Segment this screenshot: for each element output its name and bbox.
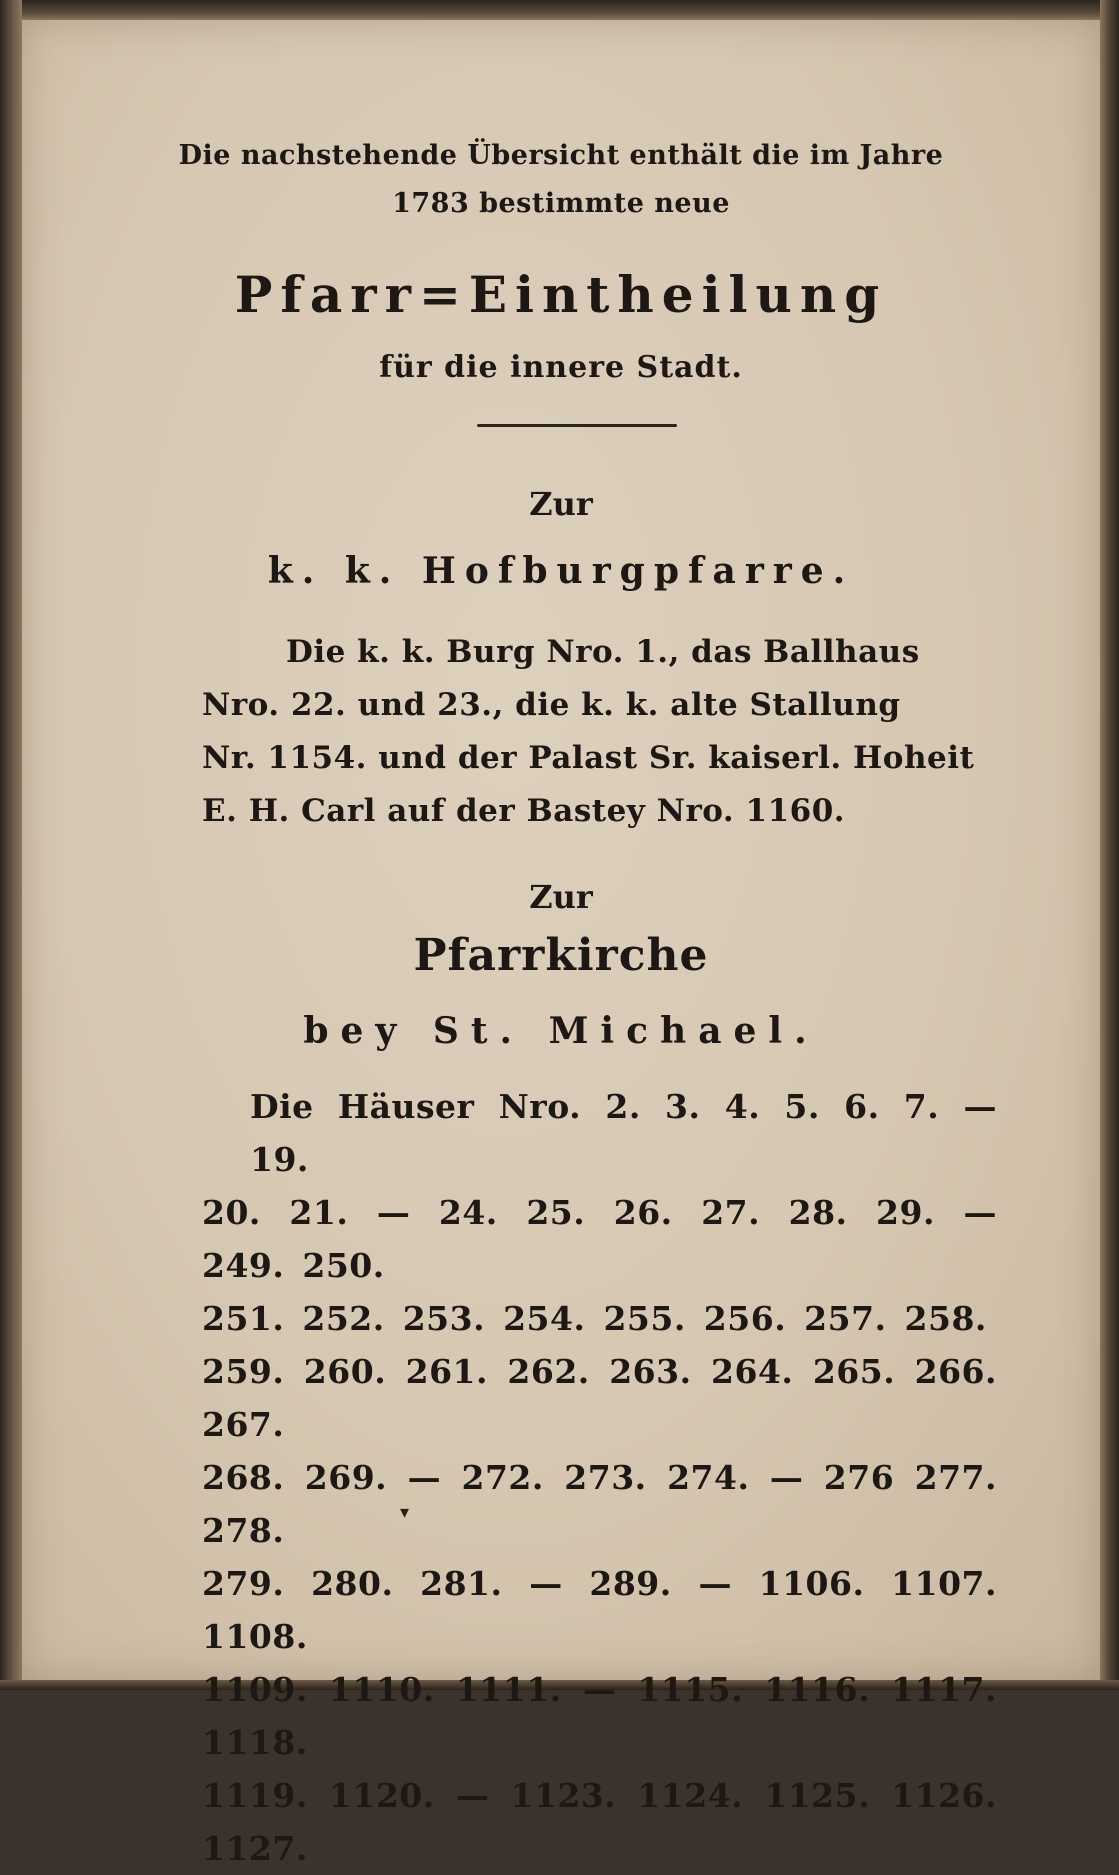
ink-dot-mark: ▾	[400, 1502, 409, 1523]
book-edge-top	[0, 0, 1119, 20]
section2-line-3: 251. 252. 253. 254. 255. 256. 257. 258.	[202, 1292, 997, 1345]
section2-line-4: 259. 260. 261. 262. 263. 264. 265. 266. 267.	[202, 1345, 997, 1451]
section2-line-2: 20. 21. — 24. 25. 26. 27. 28. 29. — 249. 250.	[202, 1186, 997, 1292]
section2-line-8: 1119. 1120. — 1123. 1124. 1125. 1126. 1127.	[202, 1769, 997, 1875]
section2-heading-line-1: Pfarrkirche	[22, 930, 1100, 981]
section2-line-7: 1109. 1110. 1111. — 1115. 1116. 1117. 1118.	[202, 1663, 997, 1769]
book-page	[22, 20, 1100, 1680]
divider-rule	[477, 424, 677, 427]
intro-text	[22, 132, 1100, 228]
section1-line-4: E. H. Carl auf der Bastey Nro. 1160.	[202, 785, 997, 838]
section1-line-1: Die k. k. Burg Nro. 1., das Ballhaus	[202, 626, 997, 679]
book-edge-right	[1100, 0, 1119, 1690]
section1-heading: k. k. Hofburgpfarre.	[22, 550, 1100, 592]
section1-line-3: Nr. 1154. und der Palast Sr. kaiserl. Hoheit	[202, 732, 997, 785]
section1-zur: Zur	[22, 485, 1100, 523]
section2-paragraph	[202, 1080, 997, 1875]
section2-line-5: 268. 269. — 272. 273. 274. — 276 277. 278.	[202, 1451, 997, 1557]
intro-line-2: 1783 bestimmte neue	[22, 180, 1100, 228]
intro-line-1: Die nachstehende Übersicht enthält die im Jahre	[22, 132, 1100, 180]
section2-line-1: Die Häuser Nro. 2. 3. 4. 5. 6. 7. — 19.	[202, 1080, 997, 1186]
section1-line-2: Nro. 22. und 23., die k. k. alte Stallung	[202, 679, 997, 732]
section2-heading-line-2: bey St. Michael.	[22, 1010, 1100, 1052]
book-edge-left	[0, 0, 22, 1690]
section1-paragraph	[202, 626, 997, 838]
main-subtitle: für die innere Stadt.	[22, 350, 1100, 385]
main-title: Pfarr=Eintheilung	[22, 265, 1100, 324]
section2-zur: Zur	[22, 878, 1100, 916]
section2-line-6: 279. 280. 281. — 289. — 1106. 1107. 1108.	[202, 1557, 997, 1663]
